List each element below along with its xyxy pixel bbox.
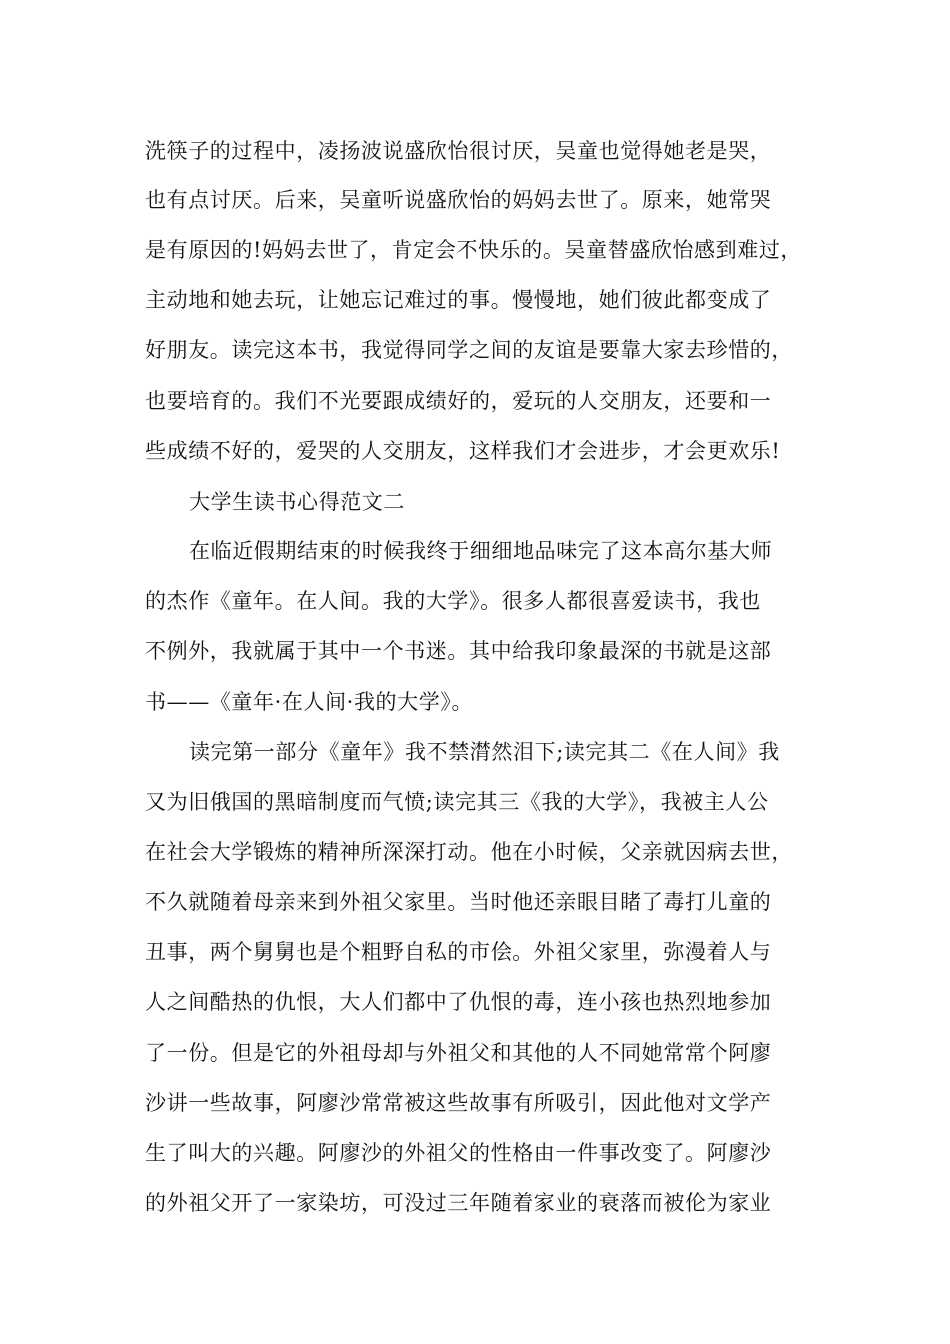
text-line: 丑事，两个舅舅也是个粗野自私的市侩。外祖父家里，弥漫着人与 (145, 940, 772, 964)
text-line: 沙讲一些故事，阿廖沙常常被这些故事有所吸引，因此他对文学产 (145, 1091, 772, 1115)
section-heading: 大学生读书心得范文二 (189, 490, 405, 514)
text-line: 是有原因的!妈妈去世了，肯定会不快乐的。吴童替盛欣怡感到难过， (145, 238, 803, 262)
text-line: 不例外，我就属于其中一个书迷。其中给我印象最深的书就是这部 (145, 639, 772, 663)
text-line: 在社会大学锻炼的精神所深深打动。他在小时候，父亲就因病去世， (145, 840, 793, 864)
text-line: 洗筷子的过程中，凌扬波说盛欣怡很讨厌，吴童也觉得她老是哭， (145, 139, 772, 163)
text-line: 的杰作《童年。在人间。我的大学》。很多人都很喜爱读书，我也 (145, 589, 761, 613)
text-line: 又为旧俄国的黑暗制度而气愤;读完其三《我的大学》，我被主人公 (145, 790, 769, 814)
text-line: 生了叫大的兴趣。阿廖沙的外祖父的性格由一件事改变了。阿廖沙 (145, 1141, 772, 1165)
text-line: 也要培育的。我们不光要跟成绩好的，爱玩的人交朋友，还要和一 (145, 389, 772, 413)
text-line: 好朋友。读完这本书，我觉得同学之间的友谊是要靠大家去珍惜的， (145, 338, 793, 362)
text-line: 主动地和她去玩，让她忘记难过的事。慢慢地，她们彼此都变成了 (145, 288, 772, 312)
text-line: 读完第一部分《童年》我不禁潸然泪下;读完其二《在人间》我 (189, 740, 780, 764)
text-line: 人之间酷热的仇恨，大人们都中了仇恨的毒，连小孩也热烈地参加 (145, 990, 772, 1014)
text-line: 书——《童年·在人间·我的大学》。 (145, 690, 474, 714)
text-line: 些成绩不好的，爱哭的人交朋友，这样我们才会进步，才会更欢乐! (145, 439, 781, 463)
text-line: 的外祖父开了一家染坊，可没过三年随着家业的衰落而被伦为家业 (145, 1191, 772, 1215)
text-line: 也有点讨厌。后来，吴童听说盛欣怡的妈妈去世了。原来，她常哭 (145, 188, 772, 212)
text-line: 在临近假期结束的时候我终于细细地品味完了这本高尔基大师 (189, 539, 773, 563)
text-line: 了一份。但是它的外祖母却与外祖父和其他的人不同她常常个阿廖 (145, 1041, 772, 1065)
text-line: 不久就随着母亲来到外祖父家里。当时他还亲眼目睹了毒打儿童的 (145, 890, 772, 914)
